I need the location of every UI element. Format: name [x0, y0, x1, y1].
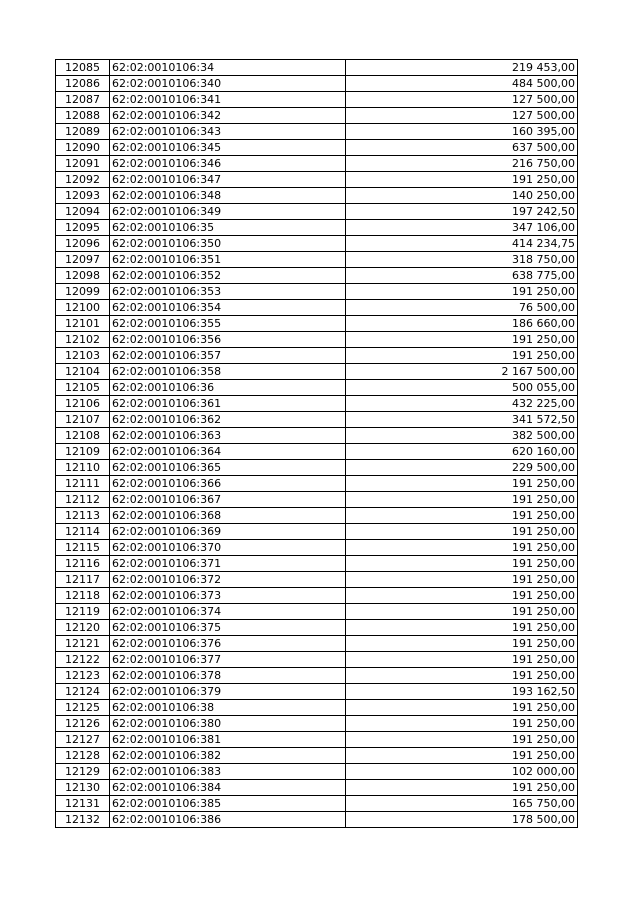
cadastral-value-cell: 191 250,00	[346, 332, 578, 348]
table-row	[56, 364, 578, 380]
row-number-cell: 12092	[56, 172, 110, 188]
cadastral-number-cell: 62:02:0010106:355	[110, 316, 346, 332]
cadastral-value-cell: 2 167 500,00	[346, 364, 578, 380]
row-number-cell: 12132	[56, 812, 110, 828]
table-row	[56, 604, 578, 620]
cadastral-number-cell: 62:02:0010106:383	[110, 764, 346, 780]
row-number-cell: 12125	[56, 700, 110, 716]
cadastral-value-cell: 219 453,00	[346, 60, 578, 76]
cadastral-number-cell: 62:02:0010106:353	[110, 284, 346, 300]
row-number-cell: 12128	[56, 748, 110, 764]
cadastral-value-cell: 197 242,50	[346, 204, 578, 220]
row-number-cell: 12123	[56, 668, 110, 684]
row-number-cell: 12129	[56, 764, 110, 780]
cadastral-number-cell: 62:02:0010106:364	[110, 444, 346, 460]
cadastral-number-cell: 62:02:0010106:375	[110, 620, 346, 636]
cadastral-number-cell: 62:02:0010106:372	[110, 572, 346, 588]
cadastral-number-cell: 62:02:0010106:358	[110, 364, 346, 380]
cadastral-value-cell: 341 572,50	[346, 412, 578, 428]
table-row	[56, 60, 578, 76]
table-row	[56, 348, 578, 364]
row-number-cell: 12093	[56, 188, 110, 204]
cadastral-value-cell: 432 225,00	[346, 396, 578, 412]
row-number-cell: 12121	[56, 636, 110, 652]
cadastral-number-cell: 62:02:0010106:342	[110, 108, 346, 124]
cadastral-value-cell: 102 000,00	[346, 764, 578, 780]
row-number-cell: 12085	[56, 60, 110, 76]
table-row	[56, 252, 578, 268]
table-row	[56, 92, 578, 108]
table-row	[56, 812, 578, 828]
table-row	[56, 780, 578, 796]
table-row	[56, 236, 578, 252]
table-row	[56, 572, 578, 588]
table-row	[56, 412, 578, 428]
cadastral-value-cell: 178 500,00	[346, 812, 578, 828]
cadastral-number-cell: 62:02:0010106:354	[110, 300, 346, 316]
row-number-cell: 12087	[56, 92, 110, 108]
table-row	[56, 124, 578, 140]
cadastral-number-cell: 62:02:0010106:361	[110, 396, 346, 412]
cadastral-value-cell: 638 775,00	[346, 268, 578, 284]
table-row	[56, 140, 578, 156]
cadastral-number-cell: 62:02:0010106:348	[110, 188, 346, 204]
cadastral-number-cell: 62:02:0010106:380	[110, 716, 346, 732]
table-row	[56, 268, 578, 284]
table-row	[56, 764, 578, 780]
row-number-cell: 12107	[56, 412, 110, 428]
cadastral-number-cell: 62:02:0010106:352	[110, 268, 346, 284]
row-number-cell: 12118	[56, 588, 110, 604]
cadastral-number-cell: 62:02:0010106:374	[110, 604, 346, 620]
cadastral-number-cell: 62:02:0010106:379	[110, 684, 346, 700]
cadastral-number-cell: 62:02:0010106:362	[110, 412, 346, 428]
cadastral-number-cell: 62:02:0010106:367	[110, 492, 346, 508]
row-number-cell: 12112	[56, 492, 110, 508]
row-number-cell: 12089	[56, 124, 110, 140]
cadastral-value-cell: 191 250,00	[346, 780, 578, 796]
table-row	[56, 716, 578, 732]
row-number-cell: 12124	[56, 684, 110, 700]
row-number-cell: 12098	[56, 268, 110, 284]
cadastral-value-cell: 127 500,00	[346, 108, 578, 124]
row-number-cell: 12113	[56, 508, 110, 524]
table-row	[56, 76, 578, 92]
cadastral-value-cell: 191 250,00	[346, 540, 578, 556]
cadastral-value-cell: 140 250,00	[346, 188, 578, 204]
cadastral-value-cell: 191 250,00	[346, 572, 578, 588]
table-row	[56, 316, 578, 332]
table-row	[56, 460, 578, 476]
cadastral-number-cell: 62:02:0010106:347	[110, 172, 346, 188]
cadastral-value-cell: 191 250,00	[346, 492, 578, 508]
row-number-cell: 12101	[56, 316, 110, 332]
cadastral-value-cell: 76 500,00	[346, 300, 578, 316]
row-number-cell: 12111	[56, 476, 110, 492]
table-row	[56, 620, 578, 636]
row-number-cell: 12120	[56, 620, 110, 636]
table-row	[56, 748, 578, 764]
cadastral-value-cell: 127 500,00	[346, 92, 578, 108]
table-row	[56, 156, 578, 172]
cadastral-value-cell: 191 250,00	[346, 524, 578, 540]
row-number-cell: 12086	[56, 76, 110, 92]
cadastral-number-cell: 62:02:0010106:350	[110, 236, 346, 252]
row-number-cell: 12088	[56, 108, 110, 124]
row-number-cell: 12117	[56, 572, 110, 588]
table-row	[56, 380, 578, 396]
table-row	[56, 172, 578, 188]
table-row	[56, 684, 578, 700]
cadastral-value-cell: 191 250,00	[346, 508, 578, 524]
cadastral-number-cell: 62:02:0010106:386	[110, 812, 346, 828]
row-number-cell: 12108	[56, 428, 110, 444]
table-row	[56, 636, 578, 652]
table-row	[56, 476, 578, 492]
cadastral-number-cell: 62:02:0010106:363	[110, 428, 346, 444]
row-number-cell: 12130	[56, 780, 110, 796]
table-row	[56, 108, 578, 124]
cadastral-value-cell: 191 250,00	[346, 716, 578, 732]
table-row	[56, 588, 578, 604]
cadastral-number-cell: 62:02:0010106:340	[110, 76, 346, 92]
row-number-cell: 12097	[56, 252, 110, 268]
cadastral-number-cell: 62:02:0010106:346	[110, 156, 346, 172]
row-number-cell: 12090	[56, 140, 110, 156]
cadastral-number-cell: 62:02:0010106:373	[110, 588, 346, 604]
table-row	[56, 428, 578, 444]
cadastral-value-cell: 484 500,00	[346, 76, 578, 92]
table-row	[56, 284, 578, 300]
cadastral-number-cell: 62:02:0010106:381	[110, 732, 346, 748]
table-row	[56, 204, 578, 220]
row-number-cell: 12131	[56, 796, 110, 812]
table-row	[56, 524, 578, 540]
row-number-cell: 12094	[56, 204, 110, 220]
cadastral-number-cell: 62:02:0010106:36	[110, 380, 346, 396]
cadastral-value-cell: 414 234,75	[346, 236, 578, 252]
table-row	[56, 732, 578, 748]
row-number-cell: 12100	[56, 300, 110, 316]
cadastral-value-table	[55, 59, 578, 828]
cadastral-number-cell: 62:02:0010106:376	[110, 636, 346, 652]
cadastral-value-cell: 191 250,00	[346, 652, 578, 668]
cadastral-number-cell: 62:02:0010106:351	[110, 252, 346, 268]
cadastral-value-cell: 191 250,00	[346, 700, 578, 716]
cadastral-value-cell: 382 500,00	[346, 428, 578, 444]
table-row	[56, 396, 578, 412]
cadastral-number-cell: 62:02:0010106:368	[110, 508, 346, 524]
row-number-cell: 12106	[56, 396, 110, 412]
cadastral-value-cell: 191 250,00	[346, 588, 578, 604]
row-number-cell: 12119	[56, 604, 110, 620]
cadastral-number-cell: 62:02:0010106:35	[110, 220, 346, 236]
cadastral-number-cell: 62:02:0010106:349	[110, 204, 346, 220]
cadastral-value-cell: 165 750,00	[346, 796, 578, 812]
row-number-cell: 12104	[56, 364, 110, 380]
cadastral-value-cell: 191 250,00	[346, 172, 578, 188]
row-number-cell: 12091	[56, 156, 110, 172]
cadastral-value-cell: 191 250,00	[346, 476, 578, 492]
cadastral-number-cell: 62:02:0010106:356	[110, 332, 346, 348]
cadastral-value-cell: 191 250,00	[346, 748, 578, 764]
row-number-cell: 12110	[56, 460, 110, 476]
cadastral-value-cell: 191 250,00	[346, 636, 578, 652]
table-row	[56, 556, 578, 572]
table-body	[56, 60, 578, 828]
cadastral-value-cell: 191 250,00	[346, 556, 578, 572]
cadastral-value-cell: 193 162,50	[346, 684, 578, 700]
row-number-cell: 12116	[56, 556, 110, 572]
cadastral-value-cell: 191 250,00	[346, 348, 578, 364]
row-number-cell: 12096	[56, 236, 110, 252]
table-row	[56, 700, 578, 716]
cadastral-number-cell: 62:02:0010106:377	[110, 652, 346, 668]
table-row	[56, 652, 578, 668]
cadastral-number-cell: 62:02:0010106:357	[110, 348, 346, 364]
cadastral-value-cell: 347 106,00	[346, 220, 578, 236]
table-row	[56, 220, 578, 236]
row-number-cell: 12126	[56, 716, 110, 732]
table-row	[56, 188, 578, 204]
table-row	[56, 796, 578, 812]
cadastral-number-cell: 62:02:0010106:341	[110, 92, 346, 108]
cadastral-number-cell: 62:02:0010106:378	[110, 668, 346, 684]
table-row	[56, 444, 578, 460]
table-row	[56, 332, 578, 348]
cadastral-number-cell: 62:02:0010106:345	[110, 140, 346, 156]
cadastral-number-cell: 62:02:0010106:384	[110, 780, 346, 796]
row-number-cell: 12109	[56, 444, 110, 460]
row-number-cell: 12102	[56, 332, 110, 348]
table-row	[56, 508, 578, 524]
table-row	[56, 300, 578, 316]
cadastral-number-cell: 62:02:0010106:369	[110, 524, 346, 540]
row-number-cell: 12095	[56, 220, 110, 236]
cadastral-value-cell: 620 160,00	[346, 444, 578, 460]
cadastral-number-cell: 62:02:0010106:366	[110, 476, 346, 492]
cadastral-number-cell: 62:02:0010106:365	[110, 460, 346, 476]
cadastral-value-cell: 191 250,00	[346, 668, 578, 684]
row-number-cell: 12103	[56, 348, 110, 364]
cadastral-value-cell: 191 250,00	[346, 604, 578, 620]
cadastral-value-cell: 637 500,00	[346, 140, 578, 156]
row-number-cell: 12122	[56, 652, 110, 668]
row-number-cell: 12127	[56, 732, 110, 748]
cadastral-value-cell: 216 750,00	[346, 156, 578, 172]
cadastral-number-cell: 62:02:0010106:385	[110, 796, 346, 812]
cadastral-value-cell: 191 250,00	[346, 284, 578, 300]
table-row	[56, 668, 578, 684]
row-number-cell: 12099	[56, 284, 110, 300]
cadastral-value-cell: 160 395,00	[346, 124, 578, 140]
cadastral-number-cell: 62:02:0010106:343	[110, 124, 346, 140]
cadastral-value-cell: 191 250,00	[346, 620, 578, 636]
cadastral-value-cell: 186 660,00	[346, 316, 578, 332]
cadastral-number-cell: 62:02:0010106:370	[110, 540, 346, 556]
cadastral-value-cell: 318 750,00	[346, 252, 578, 268]
cadastral-number-cell: 62:02:0010106:382	[110, 748, 346, 764]
row-number-cell: 12105	[56, 380, 110, 396]
row-number-cell: 12114	[56, 524, 110, 540]
cadastral-value-cell: 191 250,00	[346, 732, 578, 748]
row-number-cell: 12115	[56, 540, 110, 556]
cadastral-value-cell: 500 055,00	[346, 380, 578, 396]
cadastral-value-cell: 229 500,00	[346, 460, 578, 476]
cadastral-number-cell: 62:02:0010106:38	[110, 700, 346, 716]
cadastral-number-cell: 62:02:0010106:371	[110, 556, 346, 572]
table-row	[56, 492, 578, 508]
table-row	[56, 540, 578, 556]
cadastral-number-cell: 62:02:0010106:34	[110, 60, 346, 76]
